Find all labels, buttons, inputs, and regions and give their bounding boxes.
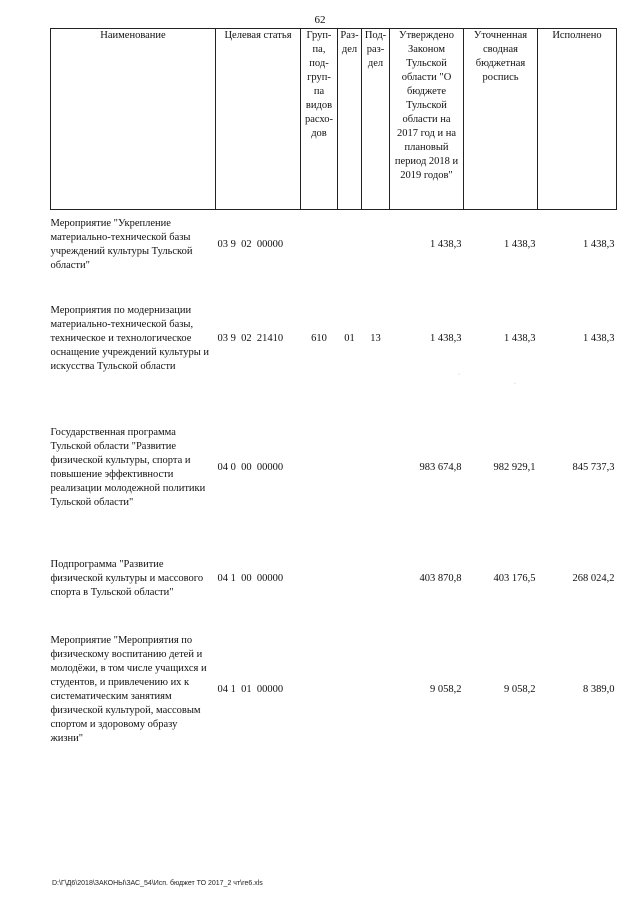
row-section — [338, 538, 362, 620]
row-code: 04 1 01 00000 — [217, 683, 284, 695]
row-subsection — [362, 398, 390, 538]
row-section — [338, 398, 362, 538]
row-subsection — [362, 620, 390, 760]
header-executed: Исполнено — [538, 29, 617, 210]
row-name: Мероприятие "Мероприятия по физическому воспитанию детей и молодёжи, в том числе учащихся и студентов, и привлечению их к систематическим занятиям физической культурой, массовым спортом и здоровому образу жизни" — [50, 634, 207, 744]
row-refined: 403 176,5 — [493, 572, 536, 584]
header-target-article: Целевая статья — [216, 29, 301, 210]
row-approved: 9 058,2 — [430, 683, 462, 695]
row-subsection — [362, 210, 390, 280]
row-refined: 9 058,2 — [504, 683, 536, 695]
row-group — [301, 210, 338, 280]
header-approved: Утверждено Законом Тульской области "О бюджете Тульской области на 2017 год и на плановый период 2018 и 2019 годов" — [390, 29, 464, 210]
header-name: Наименование — [51, 29, 216, 210]
row-group — [301, 538, 338, 620]
row-executed: 1 438,3 — [583, 332, 615, 344]
row-section — [338, 620, 362, 760]
row-executed: 268 024,2 — [572, 572, 615, 584]
table-row — [51, 210, 617, 280]
table-row — [51, 398, 617, 538]
row-code: 04 1 00 00000 — [217, 572, 284, 584]
budget-table — [50, 28, 617, 760]
scan-speck: · — [458, 372, 460, 378]
scan-speck: · — [514, 381, 516, 387]
row-code: 04 0 00 00000 — [217, 461, 284, 473]
row-subsection — [362, 538, 390, 620]
header-subsection: Под-раз-дел — [362, 29, 390, 210]
row-section — [338, 210, 362, 280]
row-executed: 8 389,0 — [583, 683, 615, 695]
row-code: 03 9 02 00000 — [217, 238, 284, 250]
row-approved: 403 870,8 — [419, 572, 462, 584]
row-group — [301, 620, 338, 760]
row-refined: 1 438,3 — [504, 238, 536, 250]
row-group: 610 — [311, 332, 327, 344]
row-code: 03 9 02 21410 — [217, 332, 284, 344]
table-row — [51, 538, 617, 620]
row-subsection: 13 — [370, 332, 381, 344]
table-row — [51, 280, 617, 398]
row-refined: 982 929,1 — [493, 461, 536, 473]
row-name: Мероприятие "Укрепление материально-технической базы учреждений культуры Тульской области" — [50, 217, 193, 271]
page-number: 62 — [314, 14, 326, 26]
row-refined: 1 438,3 — [504, 332, 536, 344]
row-name: Подпрограмма "Развитие физической культуры и массового спорта в Тульской области" — [50, 558, 204, 598]
row-section: 01 — [344, 332, 355, 344]
row-name: Государственная программа Тульской области "Развитие физической культуры, спорта и повышение эффективности реализации молодежной политики Тульской области" — [50, 426, 206, 508]
table-row — [51, 620, 617, 760]
row-approved: 1 438,3 — [430, 238, 462, 250]
row-executed: 1 438,3 — [583, 238, 615, 250]
row-executed: 845 737,3 — [572, 461, 615, 473]
file-path-footer: D:\Г\Д6\2018\ЗАКОНЫ\ЗАС_54\Исп. бюджет ТО 2017_2 чт\ге6.xls — [52, 880, 263, 887]
row-approved: 983 674,8 — [419, 461, 462, 473]
header-refined: Уточненная сводная бюджетная роспись — [464, 29, 538, 210]
table-header-row — [51, 29, 617, 210]
row-name: Мероприятия по модернизации материально-технической базы, техническое и технологическое оснащение учреждений культуры и искусства Тульской области — [50, 304, 210, 372]
row-group — [301, 398, 338, 538]
header-expense-group: Груп-па, под-груп-па видов расхо-дов — [301, 29, 338, 210]
header-section: Раз-дел — [338, 29, 362, 210]
row-approved: 1 438,3 — [430, 332, 462, 344]
